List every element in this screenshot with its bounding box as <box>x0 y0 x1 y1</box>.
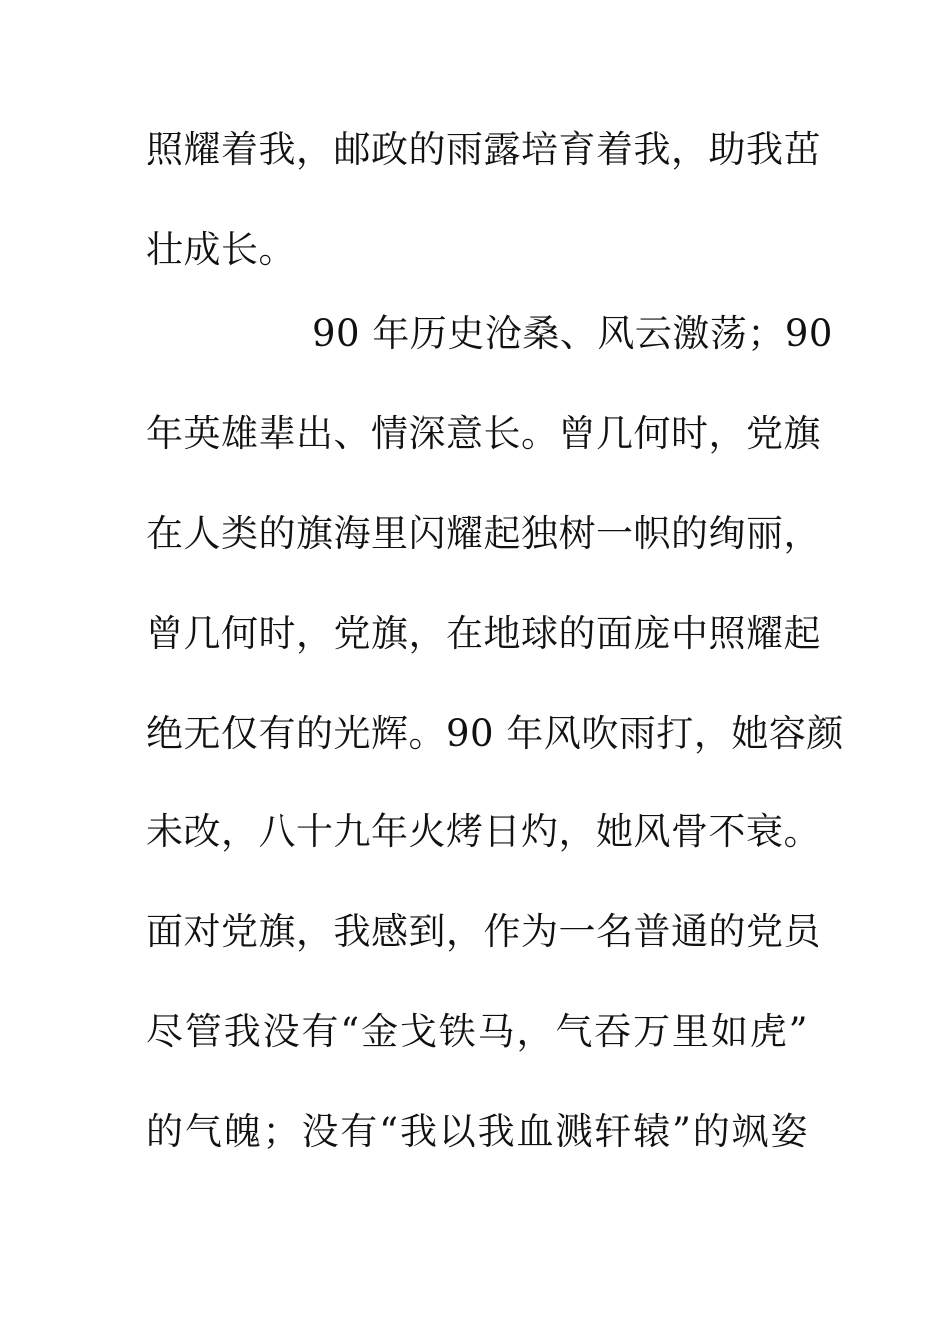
text-line-5: 在人类的旗海里闪耀起独树一帜的绚丽， <box>146 512 821 555</box>
text-line-9: 面对党旗，我感到，作为一名普通的党员 <box>146 910 821 953</box>
text-line-4: 年英雄辈出、情深意长。曾几何时，党旗 <box>146 412 821 455</box>
text-line-2: 壮成长。 <box>146 228 296 271</box>
text-line-8: 未改，八十九年火烤日灼，她风骨不衰。 <box>146 810 821 853</box>
text-line-11: 的气魄；没有“我以我血溅轩辕”的飒姿 <box>146 1110 808 1153</box>
text-line-7: 绝无仅有的光辉。90 年风吹雨打，她容颜 <box>146 712 844 755</box>
text-line-10: 尽管我没有“金戈铁马，气吞万里如虎” <box>146 1010 808 1053</box>
text-line-1: 照耀着我，邮政的雨露培育着我，助我茁 <box>146 128 821 171</box>
text-line-6: 曾几何时，党旗，在地球的面庞中照耀起 <box>146 612 821 655</box>
text-line-3: 90 年历史沧桑、风云激荡；90 <box>312 312 833 355</box>
